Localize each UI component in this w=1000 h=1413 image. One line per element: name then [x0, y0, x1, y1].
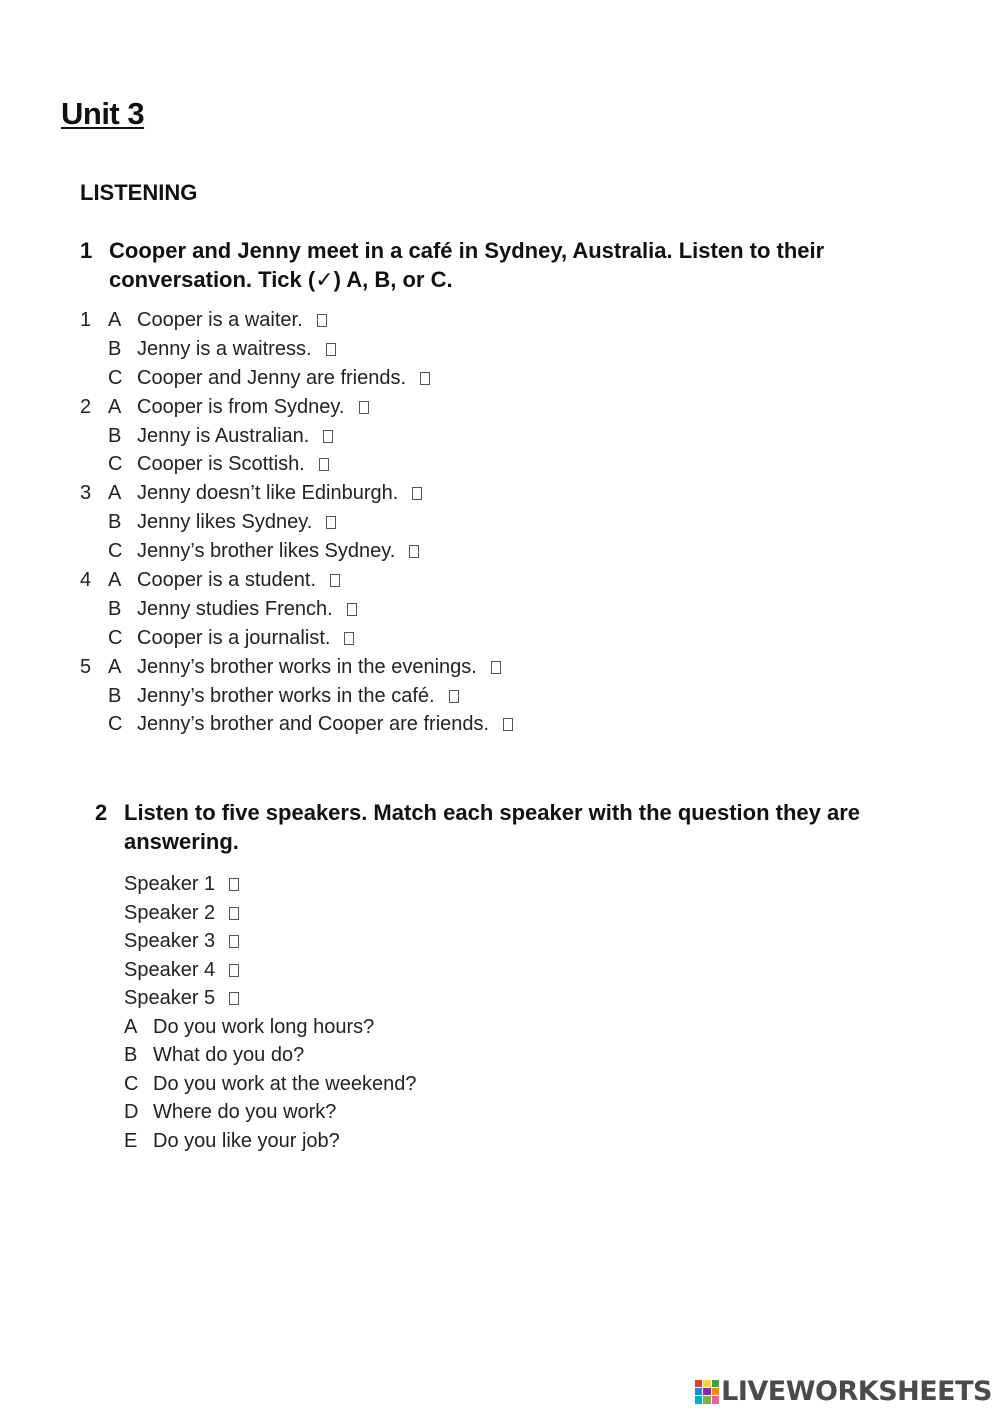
question-row: [124, 1098, 945, 1127]
option-letter: B: [108, 597, 122, 620]
option-row: [80, 624, 940, 653]
tick-box[interactable]: [323, 430, 333, 443]
option-text: [137, 710, 513, 739]
question-number: 3: [80, 482, 92, 505]
option-row: [80, 450, 940, 479]
logo-square: [712, 1388, 719, 1395]
question-letter: E: [124, 1129, 138, 1152]
option-label: Cooper is Scottish.: [137, 453, 305, 476]
section-heading: LISTENING: [80, 180, 198, 205]
logo-square: [703, 1380, 710, 1387]
speaker-label: Speaker 5: [124, 987, 216, 1009]
option-row: [80, 537, 940, 566]
tick-box[interactable]: [449, 690, 459, 703]
tick-box[interactable]: [412, 487, 422, 500]
question-row: [124, 1070, 945, 1099]
tick-box[interactable]: [330, 574, 340, 587]
logo-square: [703, 1388, 710, 1395]
logo-square: [703, 1396, 710, 1403]
option-text: [137, 566, 340, 595]
tick-box[interactable]: [319, 458, 329, 471]
question-number: 5: [80, 655, 92, 678]
option-letter: B: [108, 424, 122, 447]
tick-box[interactable]: [359, 401, 369, 414]
exercise-1: [80, 236, 940, 739]
speaker-row: [124, 956, 945, 985]
option-letter: C: [108, 626, 123, 649]
option-label: Jenny’s brother works in the evenings.: [137, 655, 477, 678]
option-letter: B: [108, 684, 122, 707]
question-list: [95, 1013, 945, 1156]
exercise-1-header: [80, 236, 940, 294]
tick-box[interactable]: [344, 632, 354, 645]
option-label: Cooper is a student.: [137, 569, 316, 592]
option-text: [137, 422, 333, 451]
speaker-label: Speaker 4: [124, 958, 216, 981]
question-letter: C: [124, 1072, 139, 1095]
answer-box[interactable]: [229, 992, 239, 1005]
option-row: [80, 710, 940, 739]
option-row: [80, 595, 940, 624]
option-text: [137, 624, 354, 653]
exercise-instruction: Listen to five speakers. Match each speaker with the question they are answering.: [124, 800, 861, 854]
option-letter: C: [108, 366, 123, 389]
logo-square: [712, 1396, 719, 1403]
option-label: Jenny studies French.: [137, 597, 333, 620]
tick-box[interactable]: [347, 603, 357, 616]
speaker-row: [124, 984, 945, 1013]
option-text: [137, 682, 459, 711]
exercise-2-header: [95, 798, 945, 856]
option-label: Jenny likes Sydney.: [137, 511, 313, 534]
option-label: Jenny’s brother likes Sydney.: [137, 540, 396, 563]
logo-mark-icon: [695, 1380, 719, 1404]
exercise-instruction: Cooper and Jenny meet in a café in Sydney, Australia. Listen to their conversation. Tick (✓) A, B, or C.: [109, 238, 825, 292]
speaker-label: Speaker 2: [124, 901, 216, 924]
answer-box[interactable]: [229, 907, 239, 920]
option-letter: B: [108, 337, 122, 360]
option-row: [80, 364, 940, 393]
tick-box[interactable]: [326, 343, 336, 356]
option-label: Cooper is from Sydney.: [137, 395, 345, 418]
option-label: Cooper and Jenny are friends.: [137, 366, 407, 389]
question-text: What do you do?: [153, 1044, 305, 1066]
speaker-row: [124, 870, 945, 899]
logo-text: LIVEWORKSHEETS: [721, 1376, 992, 1407]
option-label: Jenny’s brother works in the café.: [137, 684, 435, 707]
option-text: [137, 537, 419, 566]
option-row: [80, 653, 940, 682]
option-text: [137, 653, 501, 682]
option-row: [80, 306, 940, 335]
option-letter: B: [108, 511, 122, 534]
question-row: [124, 1127, 945, 1156]
logo-square: [695, 1396, 702, 1403]
exercise-number: 1: [80, 238, 93, 263]
question-letter: A: [124, 1015, 138, 1038]
question-row: [124, 1013, 945, 1042]
option-letter: A: [108, 655, 122, 678]
exercise-2: [95, 798, 945, 1155]
option-letter: A: [108, 569, 122, 592]
option-text: [137, 450, 329, 479]
option-row: [80, 335, 940, 364]
option-label: Jenny’s brother and Cooper are friends.: [137, 713, 490, 736]
option-label: Jenny doesn’t like Edinburgh.: [137, 482, 399, 505]
tick-box[interactable]: [326, 516, 336, 529]
question-number: 1: [80, 309, 92, 331]
option-text: [137, 335, 336, 364]
tick-box[interactable]: [420, 372, 430, 385]
option-text: [137, 393, 369, 422]
logo-square: [712, 1380, 719, 1387]
option-row: [80, 682, 940, 711]
question-text: Do you like your job?: [153, 1129, 340, 1152]
question-text: Where do you work?: [153, 1101, 337, 1123]
logo-square: [695, 1388, 702, 1395]
question-text: Do you work long hours?: [153, 1015, 375, 1038]
option-row: [80, 479, 940, 508]
option-text: [137, 479, 422, 508]
question-row: [124, 1041, 945, 1070]
answer-box[interactable]: [229, 964, 239, 977]
option-row: [80, 422, 940, 451]
option-text: [137, 364, 430, 393]
option-text: [137, 306, 327, 335]
option-label: Cooper is a journalist.: [137, 626, 331, 649]
option-label: Jenny is a waitress.: [137, 337, 312, 360]
option-letter: A: [108, 482, 122, 505]
option-letter: C: [108, 713, 123, 736]
option-letter: A: [108, 395, 122, 418]
tick-box[interactable]: [317, 314, 327, 327]
option-label: Jenny is Australian.: [137, 424, 310, 447]
logo-square: [695, 1380, 702, 1387]
tick-box[interactable]: [409, 545, 419, 558]
exercise-1-question-list: [80, 306, 940, 739]
tick-box[interactable]: [491, 661, 501, 674]
speaker-row: [124, 927, 945, 956]
speaker-list: [95, 870, 945, 1013]
option-label: Cooper is a waiter.: [137, 309, 303, 331]
liveworksheets-logo: [695, 1376, 992, 1407]
option-row: [80, 393, 940, 422]
option-letter: C: [108, 453, 123, 476]
option-row: [80, 508, 940, 537]
option-row: [80, 566, 940, 595]
speaker-label: Speaker 3: [124, 930, 216, 952]
unit-title: Unit 3: [61, 96, 145, 131]
answer-box[interactable]: [229, 878, 239, 891]
option-letter: A: [108, 309, 122, 331]
question-letter: B: [124, 1044, 138, 1066]
exercise-number: 2: [95, 800, 108, 825]
option-text: [137, 508, 336, 537]
question-number: 4: [80, 569, 92, 592]
answer-box[interactable]: [229, 935, 239, 948]
speaker-row: [124, 899, 945, 928]
question-number: 2: [80, 395, 92, 418]
question-letter: D: [124, 1101, 139, 1123]
speaker-label: Speaker 1: [124, 873, 216, 895]
option-text: [137, 595, 357, 624]
tick-box[interactable]: [503, 718, 513, 731]
option-letter: C: [108, 540, 123, 563]
question-text: Do you work at the weekend?: [153, 1072, 417, 1095]
